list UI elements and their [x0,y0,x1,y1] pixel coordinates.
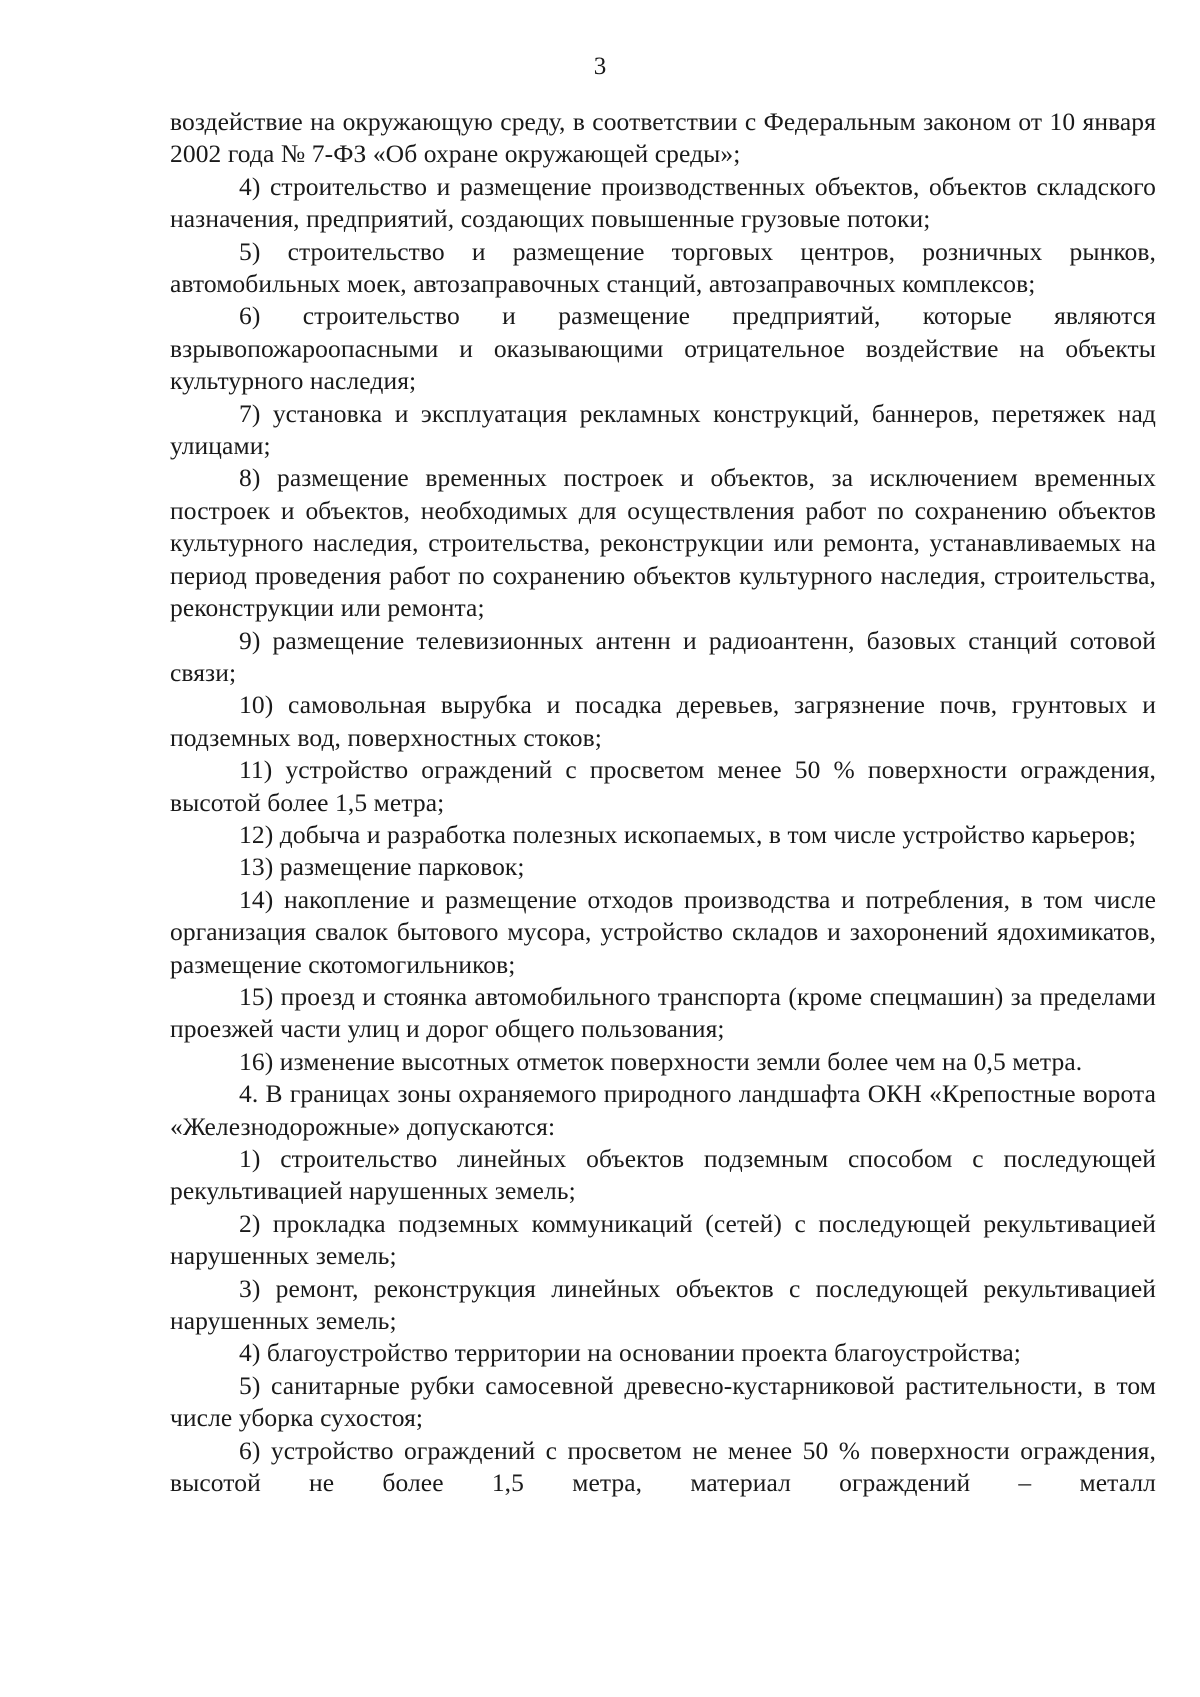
list-item-6: 6) строительство и размещение предприятий, которые являются взрывопожароопасными и оказывающими отрицательное воздействие на объекты культурного наследия; [170,301,1156,396]
list-item-13: 13) размещение парковок; [239,852,525,882]
allowed-item-1: 1) строительство линейных объектов подземным способом с последующей рекультивацией нарушенных земель; [170,1144,1156,1206]
list-item-14: 14) накопление и размещение отходов производства и потребления, в том числе организация свалок бытового мусора, устройство складов и захоронений ядохимикатов, размещение скотомогильников; [170,884,1156,979]
section-4-heading: 4. В границах зоны охраняемого природного ландшафта ОКН «Крепостные ворота «Железнодорожные» допускаются: [170,1079,1156,1141]
list-item-8: 8) размещение временных построек и объектов, за исключением временных построек и объектов, необходимых для осуществления работ по сохранению объектов культурного наследия, строительства, реконструкции или ремонта, устанавливаемых на период проведения работ по сохранению объектов культурного наследия, строительства, реконструкции или ремонта; [170,463,1156,623]
list-item-5: 5) строительство и размещение торговых центров, розничных рынков, автомобильных моек, автозаправочных станций, автозаправочных комплексов; [170,236,1156,299]
allowed-item-2: 2) прокладка подземных коммуникаций (сетей) с последующей рекультивацией нарушенных земель; [170,1208,1156,1271]
page-number: 3 [593,53,607,80]
allowed-item-6: 6) устройство ограждений с просветом не менее 50 % поверхности ограждения, высотой не более 1,5 метра, материал ограждений – металл [170,1435,1156,1498]
list-item-4: 4) строительство и размещение производственных объектов, объектов складского назначения, предприятий, создающих повышенные грузовые потоки; [170,171,1156,234]
list-item-10: 10) самовольная вырубка и посадка деревьев, загрязнение почв, грунтовых и подземных вод, поверхностных стоков; [170,690,1156,752]
list-item-12: 12) добыча и разработка полезных ископаемых, в том числе устройство карьеров; [239,819,1137,849]
allowed-item-3: 3) ремонт, реконструкция линейных объектов с последующей рекультивацией нарушенных земель; [170,1273,1156,1336]
allowed-item-4: 4) благоустройство территории на основании проекта благоустройства; [239,1338,1021,1368]
list-item-7: 7) установка и эксплуатация рекламных конструкций, баннеров, перетяжек над улицами; [170,398,1156,461]
list-item-11: 11) устройство ограждений с просветом менее 50 % поверхности ограждения, высотой более 1,5 метра; [170,755,1156,817]
allowed-item-5: 5) санитарные рубки самосевной древесно-кустарниковой растительности, в том числе уборка сухостоя; [170,1370,1156,1433]
paragraph-continuation: воздействие на окружающую среду, в соответствии с Федеральным законом от 10 января 2002 года № 7-ФЗ «Об охране окружающей среды»; [170,107,1156,169]
list-item-9: 9) размещение телевизионных антенн и радиоантенн, базовых станций сотовой связи; [170,625,1156,687]
list-item-15: 15) проезд и стоянка автомобильного транспорта (кроме спецмашин) за пределами проезжей части улиц и дорог общего пользования; [170,981,1156,1044]
document-body [170,106,1156,1499]
list-item-16: 16) изменение высотных отметок поверхности земли более чем на 0,5 метра. [239,1046,1083,1076]
